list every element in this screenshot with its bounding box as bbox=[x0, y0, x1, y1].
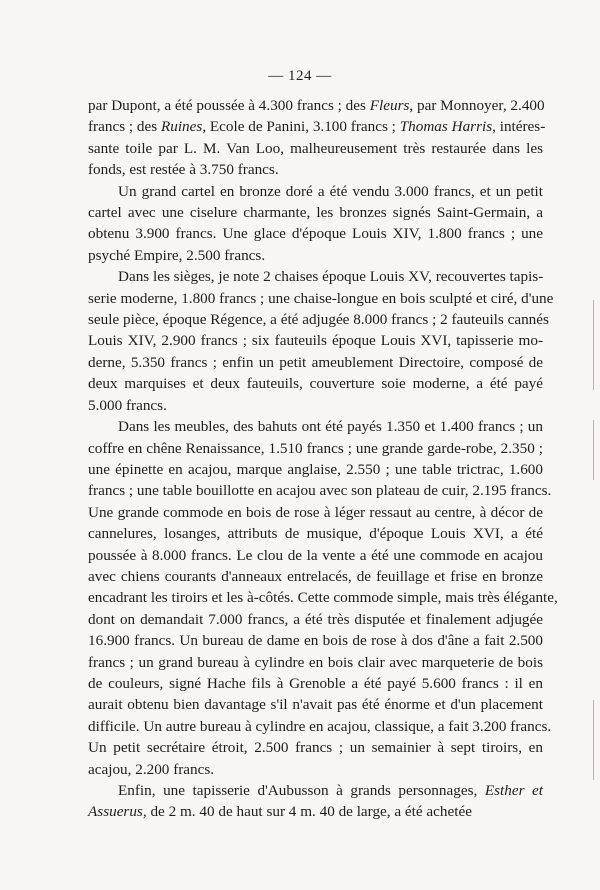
text-line: 16.900 francs. Un bureau de dame en bois de rose à dos d'âne a fait 2.500 bbox=[88, 632, 543, 650]
text-line: Enfin, une tapisserie d'Aubusson à grands personnages, Esther et bbox=[118, 782, 543, 799]
text-line: dont on demandait 7.000 francs, a été très disputée et finalement adjugée bbox=[88, 610, 543, 628]
text-line: Dans les meubles, des bahuts ont été payés 1.350 et 1.400 francs ; un bbox=[118, 418, 543, 436]
text-line: francs ; une table bouillotte en acajou avec son plateau de cuir, 2.195 francs. bbox=[88, 482, 552, 500]
text-line: difficile. Un autre bureau à cylindre en acajou, classique, a fait 3.200 francs. bbox=[88, 717, 552, 735]
text-line: deux marquises et deux fauteuils, couverture soie moderne, a été payé bbox=[88, 375, 543, 393]
text-line: par Dupont, a été poussée à 4.300 francs ; des Fleurs, par Monnoyer, 2.400 bbox=[88, 97, 545, 114]
text-line: seule pièce, époque Régence, a été adjugée 8.000 francs ; 2 fauteuils cannés bbox=[88, 311, 549, 329]
text-line: Dans les sièges, je note 2 chaises époque Louis XV, recouvertes tapis- bbox=[118, 268, 544, 286]
paragraph bbox=[88, 416, 558, 780]
text-line: Une grande commode en bois de rose à léger ressaut au centre, à décor de bbox=[88, 503, 543, 521]
text-line: Un petit secrétaire étroit, 2.500 francs ; un semainier à sept tiroirs, en bbox=[88, 739, 543, 757]
text-line: francs ; des Ruines, Ecole de Panini, 3.100 francs ; Thomas Harris, intéres- bbox=[88, 118, 546, 136]
text-line: Assuerus, de 2 m. 40 de haut sur 4 m. 40 de large, a été achetée bbox=[88, 803, 472, 821]
text-line: une épinette en acajou, marque anglaise, 2.550 ; une table trictrac, 1.600 bbox=[88, 460, 543, 478]
text-line: Un grand cartel en bronze doré a été vendu 3.000 francs, et un petit bbox=[118, 182, 543, 200]
text-line: obtenu 3.900 francs. Une glace d'époque Louis XIV, 1.800 francs ; une bbox=[88, 225, 543, 243]
text-line: cartel avec une ciselure charmante, les bronzes signés Saint-Germain, a bbox=[88, 204, 543, 222]
paragraph bbox=[88, 266, 554, 416]
page-edge-mark bbox=[593, 300, 594, 390]
text-line: aurait obtenu bien davantage s'il n'avait pas été énorme et d'un placement bbox=[88, 696, 543, 714]
text-line: derne, 5.350 francs ; enfin un petit ameublement Directoire, composé de bbox=[88, 353, 543, 371]
text-line: acajou, 2.200 francs. bbox=[88, 760, 215, 778]
page-edge-mark bbox=[593, 700, 594, 780]
body-text bbox=[88, 95, 558, 823]
page-edge-mark bbox=[593, 420, 594, 480]
text-line: psyché Empire, 2.500 francs. bbox=[88, 246, 266, 264]
text-line: francs ; un grand bureau à cylindre en bois clair avec marqueterie de bois bbox=[88, 653, 543, 671]
text-line: fonds, est restée à 3.750 francs. bbox=[88, 161, 279, 179]
text-line: serie moderne, 1.800 francs ; une chaise-longue en bois sculpté et ciré, d'une bbox=[88, 289, 554, 307]
text-line: poussée à 8.000 francs. Le clou de la vente a été une commode en acajou bbox=[88, 546, 543, 564]
text-line: coffre en chêne Renaissance, 1.510 francs ; une grande garde-robe, 2.350 ; bbox=[88, 439, 543, 457]
text-line: 5.000 francs. bbox=[88, 396, 167, 414]
paragraph bbox=[88, 95, 546, 181]
paragraph bbox=[88, 181, 543, 267]
text-line: sante toile par L. M. Van Loo, malheureusement très restaurée dans les bbox=[88, 139, 543, 157]
text-line: de couleurs, signé Hache fils à Grenoble a été payé 5.600 francs : il en bbox=[88, 674, 543, 692]
paragraph bbox=[88, 780, 543, 823]
text-line: avec chiens courants d'anneaux entrelacés, de feuillage et frise en bronze bbox=[88, 567, 543, 585]
page-number: — 124 — bbox=[268, 68, 332, 84]
text-line: encadrant les tiroirs et les à-côtés. Cette commode simple, mais très élégante, bbox=[88, 589, 558, 607]
text-line: Louis XIV, 2.900 francs ; six fauteuils époque Louis XVI, tapisserie mo- bbox=[88, 332, 543, 350]
text-line: cannelures, losanges, attributs de musique, d'époque Louis XVI, a été bbox=[88, 525, 543, 543]
